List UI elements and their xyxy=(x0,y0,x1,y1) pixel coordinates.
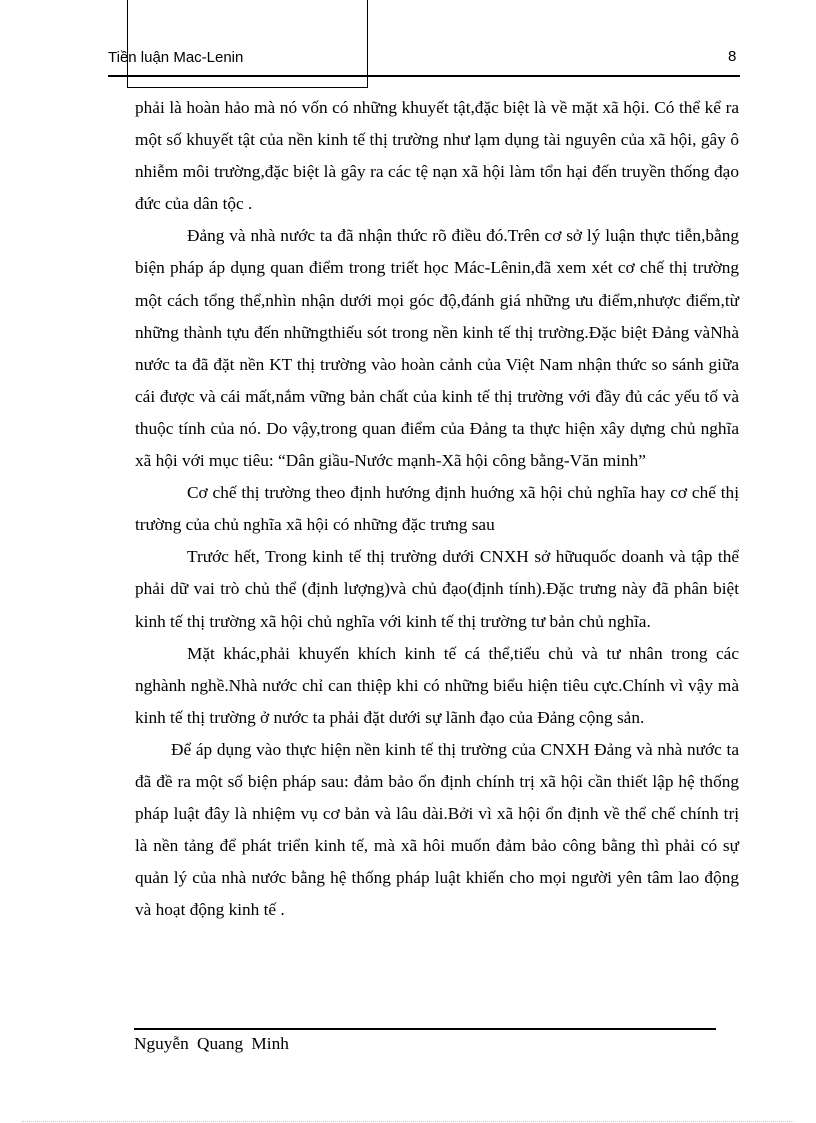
paragraph-continuation: phải là hoàn hảo mà nó vốn có những khuyết tật,đặc biệt là về mặt xã hội. Có thể kể ra một số khuyết tật của nền kinh tế thị trường như lạm dụng tài nguyên của xã hội, gây ô nhiễm môi trường,đặc biệt là gây ra các tệ nạn xã hội làm tổn hại đến truyền thống đạo đức của dân tộc . xyxy=(135,98,739,214)
page-bottom-edge xyxy=(22,1121,794,1122)
page-number: 8 xyxy=(728,48,737,65)
paragraph-measures: Để áp dụng vào thực hiện nền kinh tế thị trường của CNXH Đảng và nhà nước ta đã đề ra một số biện pháp sau: đảm bảo ổn định chính trị xã hội cần thiết lập hệ thống pháp luật đây là nhiệm vụ cơ bản và lâu dài.Bởi vì xã hội ổn định về thể chế chính trị là nền tảng để phát triển kinh tế, mà xã hôi muốn đảm bảo công bằng thì phải có sự quản lý của nhà nước bằng hệ thống pháp luật khiến cho mọi người yên tâm lao động và hoạt động kinh tế . xyxy=(135,739,739,920)
paragraph-second-feature: Mặt khác,phải khuyến khích kinh tế cá thể,tiểu chủ và tư nhân trong các nghành nghề.Nhà nước chỉ can thiệp khi có những biểu hiện tiêu cực.Chính vì vậy mà kinh tế thị trường ở nước ta phải đặt dưới sự lãnh đạo của Đảng cộng sản. xyxy=(135,643,739,727)
document-body xyxy=(135,92,739,926)
paragraph-first-feature: Trước hết, Trong kinh tế thị trường dưới CNXH sở hữuquốc doanh và tập thể phải dữ vai trò chủ thể (định lượng)và chủ đạo(định tính).Đặc trưng này đã phân biệt kinh tế thị trường xã hội chủ nghĩa với kinh tế thị trường tư bản chủ nghĩa. xyxy=(135,547,739,631)
footer-author: Nguyễn Quang Minh xyxy=(134,1034,289,1053)
header-title: Tiền luận Mac-Lenin xyxy=(108,49,244,66)
header-divider xyxy=(108,75,740,77)
paragraph-party-awareness: Đảng và nhà nước ta đã nhận thức rõ điều đó.Trên cơ sở lý luận thực tiễn,bằng biện pháp áp dụng quan điểm trong triết học Mác-Lênin,đã xem xét cơ chế thị trường một cách tổng thể,nhìn nhận dưới mọi góc độ,đánh giá những ưu điểm,nhược điểm,từ những thành tựu đến nhữngthiếu sót trong nền kinh tế thị trường.Đặc biệt Đảng vàNhà nước ta đã đặt nền KT thị trường vào hoàn cảnh của Việt Nam nhận thức so sánh giữa cái được và cái mất,nắm vững bản chất của kinh tế thị trường với đầy đủ các yếu tố và thuộc tính của nó. Do vậy,trong quan điểm của Đảng ta thực hiện xây dựng chủ nghĩa xã hội với mục tiêu: “Dân giầu-Nước mạnh-Xã hội công bằng-Văn minh” xyxy=(135,226,739,471)
paragraph-market-mechanism: Cơ chế thị trường theo định hướng định huớng xã hội chủ nghĩa hay cơ chế thị trường của chủ nghĩa xã hội có những đặc trưng sau xyxy=(135,483,739,535)
footer-divider xyxy=(134,1028,716,1030)
